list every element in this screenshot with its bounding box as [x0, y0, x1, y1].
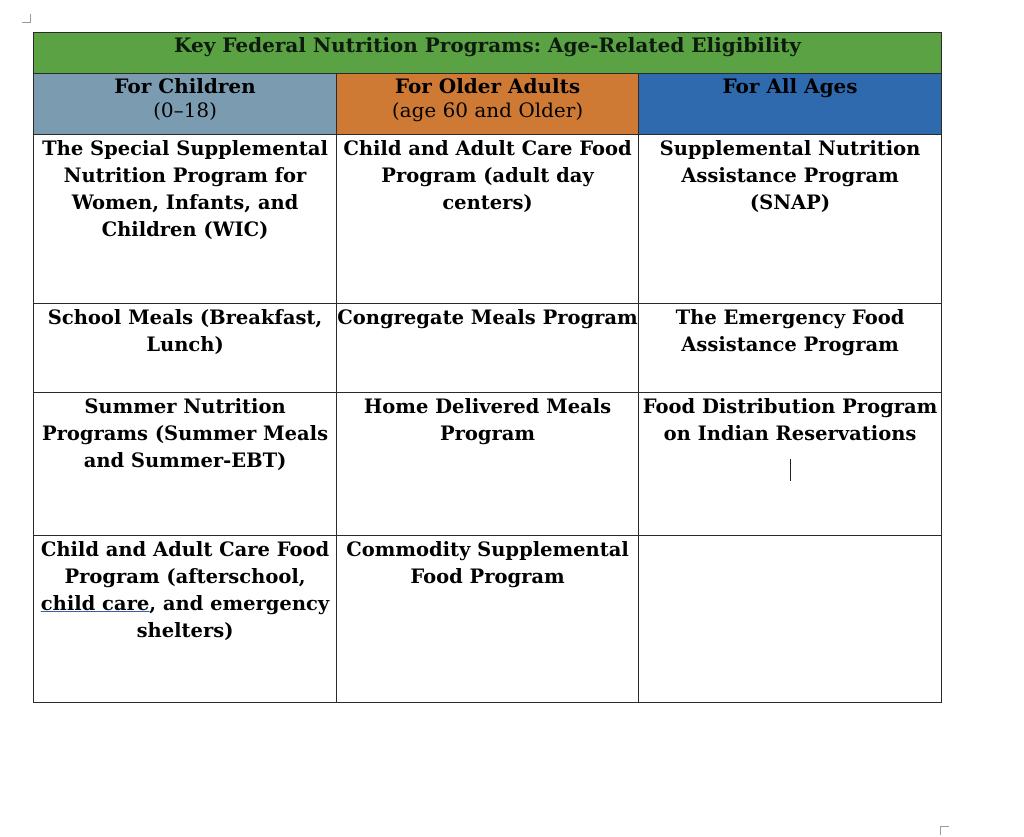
- header-all-ages: [639, 74, 942, 135]
- cell-children-row4-text-start: Child and Adult Care Food Program (afterschool,: [40, 538, 330, 588]
- cell-all-row2: The Emergency Food Assistance Program: [639, 304, 942, 393]
- cell-all-row1: Supplemental Nutrition Assistance Program (SNAP): [639, 135, 942, 304]
- cell-older-row1: Child and Adult Care Food Program (adult day centers): [337, 135, 639, 304]
- cell-children-row3: Summer Nutrition Programs (Summer Meals and Summer-EBT): [34, 393, 337, 536]
- cell-children-row4-text-end: , and emergency shelters): [136, 592, 330, 642]
- nutrition-programs-table: [33, 32, 942, 703]
- table-title: Key Federal Nutrition Programs: Age-Related Eligibility: [34, 33, 942, 74]
- header-all-label: For All Ages: [722, 74, 858, 98]
- cell-children-row2: School Meals (Breakfast, Lunch): [34, 304, 337, 393]
- cell-children-row1: The Special Supplemental Nutrition Program for Women, Infants, and Children (WIC): [34, 135, 337, 304]
- header-older-label: For Older Adults: [394, 74, 581, 98]
- header-older-sub: (age 60 and Older): [391, 98, 584, 122]
- header-children-sub: (0–18): [153, 98, 217, 122]
- page-corner-mark-top-left: [22, 14, 31, 23]
- text-cursor: [790, 459, 791, 481]
- cell-children-row4-underlined: child care: [40, 592, 150, 615]
- cell-children-row4: [34, 536, 337, 703]
- header-children-label: For Children: [114, 74, 256, 98]
- header-children: [34, 74, 337, 135]
- cell-all-row4: [639, 536, 942, 703]
- cell-older-row2: Congregate Meals Program: [337, 304, 639, 393]
- header-older-adults: [337, 74, 639, 135]
- cell-older-row3: Home Delivered Meals Program: [337, 393, 639, 536]
- page-corner-mark-bottom-right: [940, 826, 949, 835]
- cell-older-row4: Commodity Supplemental Food Program: [337, 536, 639, 703]
- cell-all-row3: Food Distribution Program on Indian Reservations: [639, 393, 942, 536]
